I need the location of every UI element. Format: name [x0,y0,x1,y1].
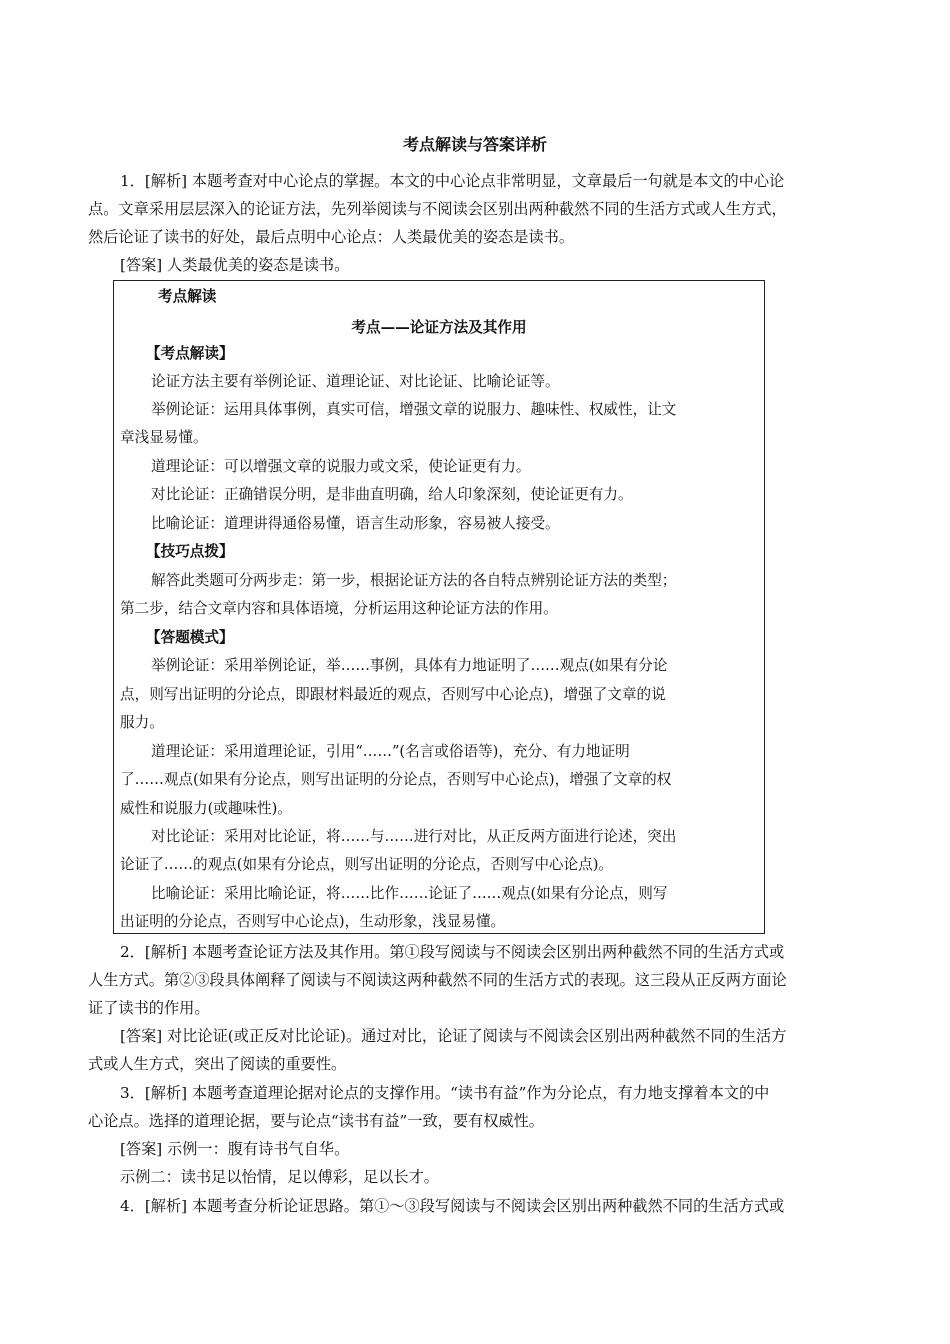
box-paragraph: 威性和说服力(或趣味性)。 [120,800,292,817]
q1-analysis-line: 点。文章采用层层深入的论证方法，先列举阅读与不阅读会区别出两种截然不同的生活方式或人生方式， [88,200,787,218]
box-paragraph: 道理论证：可以增强文章的说服力或文采，使论证更有力。 [151,458,531,475]
box-paragraph: 章浅显易懂。 [120,429,208,446]
section-heading: 【考点解读】 [146,345,234,362]
q3-answer-line: 示例二：读书足以怡情，足以傅彩，足以长才。 [120,1168,439,1186]
box-paragraph: 出证明的分论点，否则写中心论点)，生动形象，浅显易懂。 [120,913,506,930]
box-paragraph: 了……观点(如果有分论点，则写出证明的分论点，否则写中心论点)，增强了文章的权 [120,771,672,788]
box-paragraph: 比喻论证：采用比喻论证，将……比作……论证了……观点(如果有分论点，则写 [151,885,668,902]
box-paragraph: 比喻论证：道理讲得通俗易懂，语言生动形象，容易被人接受。 [151,515,560,532]
page-title: 考点解读与答案详析 [402,135,547,154]
q2-analysis-line: 证了读书的作用。 [88,999,210,1017]
box-paragraph: 对比论证：正确错误分明，是非曲直明确，给人印象深刻，使论证更有力。 [151,486,633,503]
box-paragraph: 点，则写出证明的分论点，即跟材料最近的观点，否则写中心论点)，增强了文章的说 [120,686,666,703]
q3-analysis-line: 3．[解析] 本题考查道理论据对论点的支撑作用。“读书有益”作为分论点，有力地支撑着本文的中 [120,1084,770,1102]
q2-answer-line: [答案] 对比论证(或正反对比论证)。通过对比，论证了阅读与不阅读会区别出两种截然不同的生活方 [120,1027,787,1045]
q2-answer-line: 式或人生方式，突出了阅读的重要性。 [88,1055,347,1073]
q1-analysis-line: 1．[解析] 本题考查对中心论点的掌握。本文的中心论点非常明显，文章最后一句就是本文的中心论 [120,172,785,190]
box-paragraph: 道理论证：采用道理论证，引用“……”(名言或俗语等)，充分、有力地证明 [151,743,630,760]
q1-answer: [答案] 人类最优美的姿态是读书。 [120,256,350,274]
box-paragraph: 服力。 [120,714,164,731]
section-heading: 【答题模式】 [146,629,234,646]
box-paragraph: 举例论证：运用具体事例，真实可信，增强文章的说服力、趣味性、权威性，让文 [151,401,677,418]
q1-analysis-line: 然后论证了读书的好处，最后点明中心论点：人类最优美的姿态是读书。 [88,228,574,246]
q4-analysis-line: 4．[解析] 本题考查分析论证思路。第①～③段写阅读与不阅读会区别出两种截然不同的生活方式或 [120,1197,785,1215]
box-subtitle: 考点——论证方法及其作用 [351,319,527,336]
box-paragraph: 论证了……的观点(如果有分论点，则写出证明的分论点，否则写中心论点)。 [120,856,613,873]
q3-answer-line: [答案] 示例一：腹有诗书气自华。 [120,1140,350,1158]
box-paragraph: 对比论证：采用对比论证，将……与……进行对比，从正反两方面进行论述，突出 [151,828,677,845]
box-paragraph: 第二步，结合文章内容和具体语境，分析运用这种论证方法的作用。 [120,600,558,617]
section-heading: 【技巧点拨】 [146,543,234,560]
q2-analysis-line: 2．[解析] 本题考查论证方法及其作用。第①段写阅读与不阅读会区别出两种截然不同的生活方式或 [120,943,785,961]
q3-analysis-line: 心论点。选择的道理论据，要与论点“读书有益”一致，要有权威性。 [88,1112,544,1130]
q2-analysis-line: 人生方式。第②③段具体阐释了阅读与不阅读这两种截然不同的生活方式的表现。这三段从正反两方面论 [88,971,787,989]
box-label: 考点解读 [158,288,217,305]
box-paragraph: 解答此类题可分两步走：第一步，根据论证方法的各自特点辨别论证方法的类型； [151,572,677,589]
box-paragraph: 举例论证：采用举例论证，举……事例，具体有力地证明了……观点(如果有分论 [151,657,668,674]
box-paragraph: 论证方法主要有举例论证、道理论证、对比论证、比喻论证等。 [151,373,560,390]
